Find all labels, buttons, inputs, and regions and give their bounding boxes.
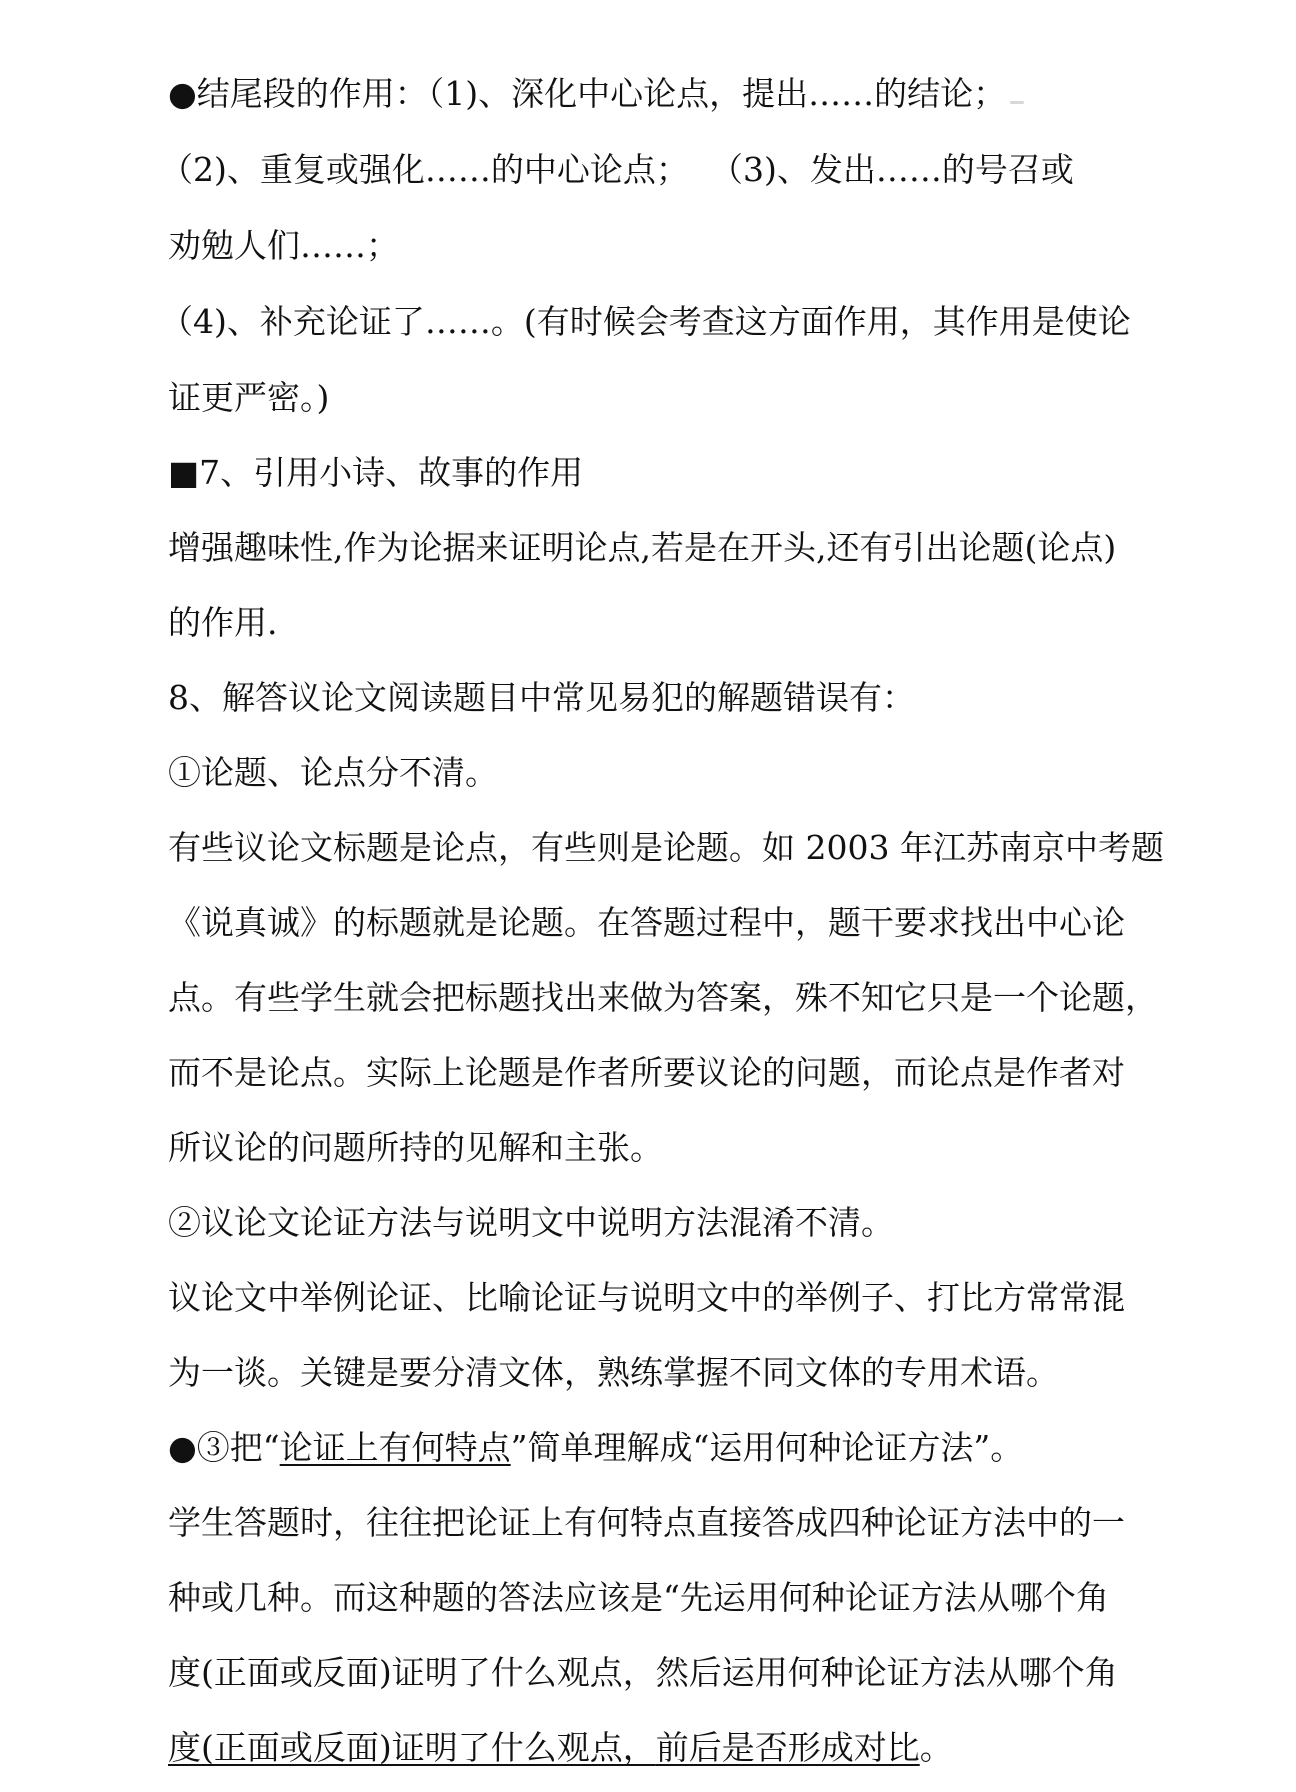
contrast-suffix: 。	[919, 1728, 953, 1767]
text-line-point-3: （3)、发出……的号召或	[710, 150, 1074, 189]
features-prefix: ●③把“	[168, 1428, 280, 1467]
text-line-positive-negative: 度(正面或反面)证明了什么观点，然后运用何种论证方法从哪个角	[168, 1653, 1118, 1692]
section-heading-8: 8、解答议论文阅读题目中常见易犯的解题错误有：	[168, 678, 915, 717]
features-suffix: ”简单理解成“运用何种论证方法”。	[510, 1428, 1024, 1467]
text-line-students: 点。有些学生就会把标题找出来做为答案，殊不知它只是一个论题，	[168, 978, 1158, 1017]
contrast-underlined: 前后是否形成对比	[655, 1728, 920, 1767]
scan-speck	[1010, 101, 1024, 104]
text-line-answering: 学生答题时，往往把论证上有何特点直接答成四种论证方法中的一	[168, 1503, 1125, 1542]
text-line-interest: 增强趣味性,作为论据来证明论点,若是在开头,还有引出论题(论点)	[168, 528, 1117, 567]
text-line-persuade: 劝勉人们……；	[168, 226, 399, 265]
subheading-features-misread	[168, 1428, 1023, 1468]
text-line-point-2: （2)、重复或强化……的中心论点；	[160, 150, 689, 189]
text-line-titles: 有些议论文标题是论点，有些则是论题。如 2003 年江苏南京中考题	[168, 828, 1164, 867]
text-line-rigor: 证更严密。)	[168, 378, 330, 417]
contrast-prefix: 度(正面或反面)证明了什么观点，	[168, 1728, 656, 1767]
text-line-point-4: （4)、补充论证了……。(有时候会考查这方面作用，其作用是使论	[160, 302, 1131, 341]
subheading-topic-vs-thesis: ①论题、论点分不清。	[168, 753, 498, 792]
text-line-distinguish: 为一谈。关键是要分清文体，熟练掌握不同文体的专用术语。	[168, 1353, 1059, 1392]
features-underlined: 论证上有何特点	[279, 1428, 511, 1467]
text-line-method-angle: 种或几种。而这种题的答法应该是“先运用何种论证方法从哪个角	[168, 1578, 1109, 1617]
text-line-sincerity: 《说真诚》的标题就是论题。在答题过程中，题干要求找出中心论	[168, 903, 1125, 942]
subheading-methods-confusion: ②议论文论证方法与说明文中说明方法混淆不清。	[168, 1203, 894, 1242]
text-line-not-thesis: 而不是论点。实际上论题是作者所要议论的问题，而论点是作者对	[168, 1053, 1125, 1092]
text-line-contrast	[168, 1728, 953, 1768]
text-line-function: 的作用.	[168, 603, 278, 642]
section-heading-7: ■7、引用小诗、故事的作用	[168, 453, 584, 492]
text-line-examples: 议论文中举例论证、比喻论证与说明文中的举例子、打比方常常混	[168, 1278, 1125, 1317]
text-line-conclusion-role: ●结尾段的作用：（1)、深化中心论点，提出……的结论；	[168, 74, 1007, 113]
text-line-opinion: 所议论的问题所持的见解和主张。	[168, 1128, 663, 1167]
